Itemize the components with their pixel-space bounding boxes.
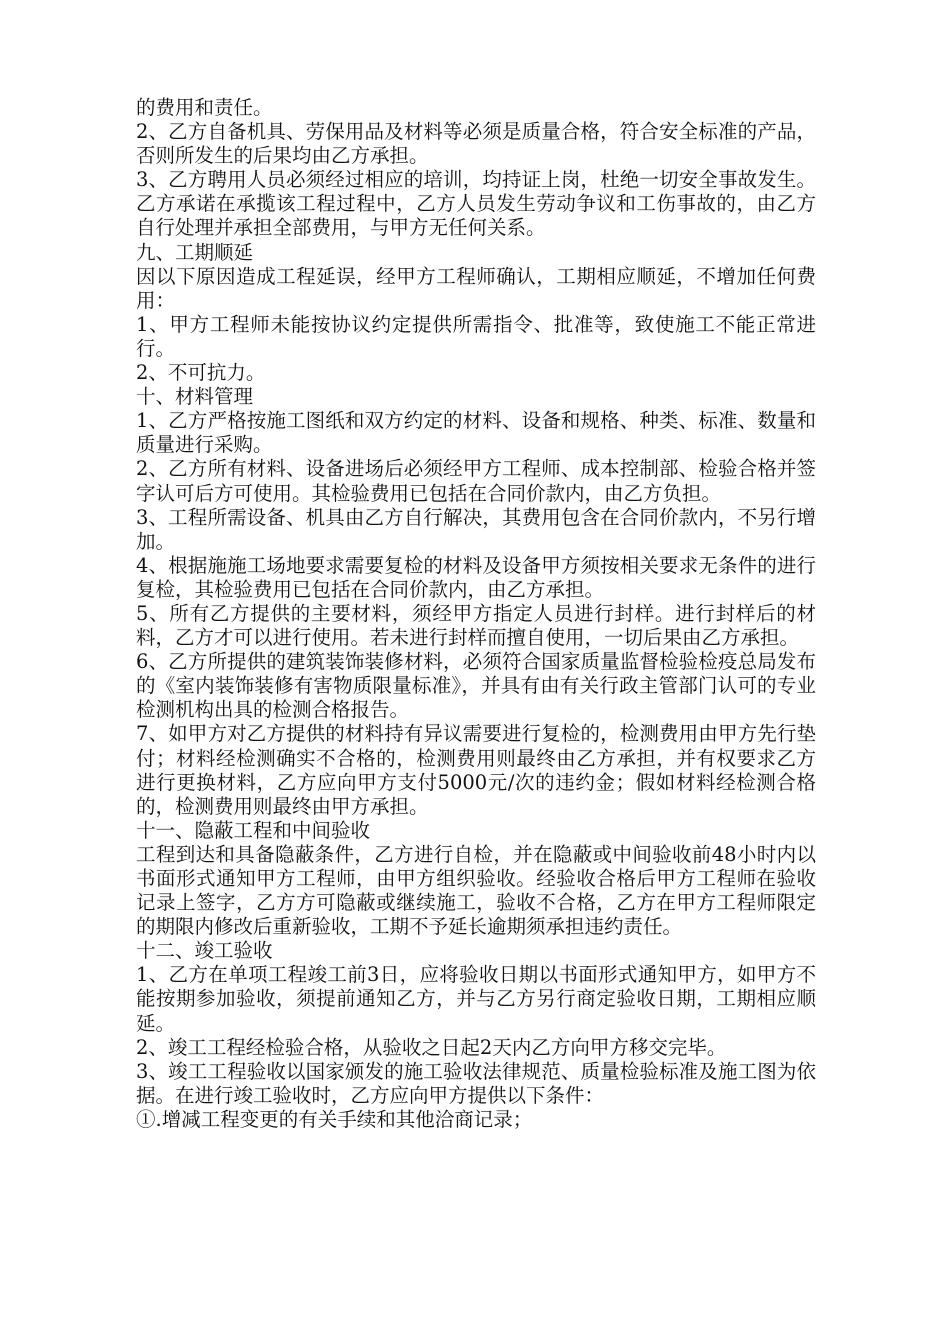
clause-12-1: 1、乙方在单项工程竣工前3日，应将验收日期以书面形式通知甲方，如甲方不能按期参加验收，须提前通知乙方，并与乙方另行商定验收日期，工期相应顺延。 <box>136 963 816 1035</box>
section-heading-9: 九、工期顺延 <box>136 240 254 264</box>
clause-10-1: 1、乙方严格按施工图纸和双方约定的材料、设备和规格、种类、标准、数量和质量进行采购。 <box>136 409 816 457</box>
section-heading-12: 十二、竣工验收 <box>136 939 273 963</box>
clause-10-4: 4、根据施施工场地要求需要复检的材料及设备甲方须按相关要求无条件的进行复检，其检验费用已包括在合同价款内，由乙方承担。 <box>136 553 816 601</box>
clause-9-1: 1、甲方工程师未能按协议约定提供所需指令、批准等，致使施工不能正常进行。 <box>136 312 816 360</box>
clause-10-3: 3、工程所需设备、机具由乙方自行解决，其费用包含在合同价款内，不另行增加。 <box>136 505 816 553</box>
clause-9-intro: 因以下原因造成工程延误，经甲方工程师确认，工期相应顺延，不增加任何费用： <box>136 264 816 312</box>
section-heading-11: 十一、隐蔽工程和中间验收 <box>136 818 371 842</box>
clause-9-2: 2、不可抗力。 <box>136 361 266 385</box>
clause-8-3: 3、乙方聘用人员必须经过相应的培训，均持证上岗，杜绝一切安全事故发生。乙方承诺在承揽该工程过程中，乙方人员发生劳动争议和工伤事故的，由乙方自行处理并承担全部费用，与甲方无任何关系。 <box>136 168 816 240</box>
document-page <box>136 96 816 1132</box>
clause-12-3: 3、竣工工程验收以国家颁发的施工验收法律规范、质量检验标准及施工图为依据。在进行竣工验收时，乙方应向甲方提供以下条件： <box>136 1059 816 1107</box>
section-heading-10: 十、材料管理 <box>136 385 254 409</box>
clause-10-7: 7、如甲方对乙方提供的材料持有异议需要进行复检的，检测费用由甲方先行垫付；材料经检测确实不合格的，检测费用则最终由乙方承担，并有权要求乙方进行更换材料，乙方应向甲方支付5000元/次的违约金；假如材料经检测合格的，检测费用则最终由甲方承担。 <box>136 722 816 818</box>
clause-10-5: 5、所有乙方提供的主要材料，须经甲方指定人员进行封样。进行封样后的材料，乙方才可以进行使用。若未进行封样而擅自使用，一切后果由乙方承担。 <box>136 601 816 650</box>
clause-8-2: 2、乙方自备机具、劳保用品及材料等必须是质量合格，符合安全标准的产品，否则所发生的后果均由乙方承担。 <box>136 120 816 168</box>
clause-11-body: 工程到达和具备隐蔽条件，乙方进行自检，并在隐蔽或中间验收前48小时内以书面形式通知甲方工程师，由甲方组织验收。经验收合格后甲方工程师在验收记录上签字，乙方方可隐蔽或继续施工，验收不合格，乙方在甲方工程师限定的期限内修改后重新验收，工期不予延长逾期须承担违约责任。 <box>136 842 816 939</box>
clause-12-2: 2、竣工工程经检验合格，从验收之日起2天内乙方向甲方移交完毕。 <box>136 1035 727 1059</box>
paragraph-continuation: 的费用和责任。 <box>136 96 273 119</box>
clause-12-3-item-1: ①.增减工程变更的有关手续和其他洽商记录； <box>136 1107 533 1131</box>
clause-10-2: 2、乙方所有材料、设备进场后必须经甲方工程师、成本控制部、检验合格并签字认可后方可使用。其检验费用已包括在合同价款内，由乙方负担。 <box>136 457 816 505</box>
clause-10-6: 6、乙方所提供的建筑装饰装修材料，必须符合国家质量监督检验检疫总局发布的《室内装饰装修有害物质限量标准》，并具有由有关行政主管部门认可的专业检测机构出具的检测合格报告。 <box>136 650 816 722</box>
